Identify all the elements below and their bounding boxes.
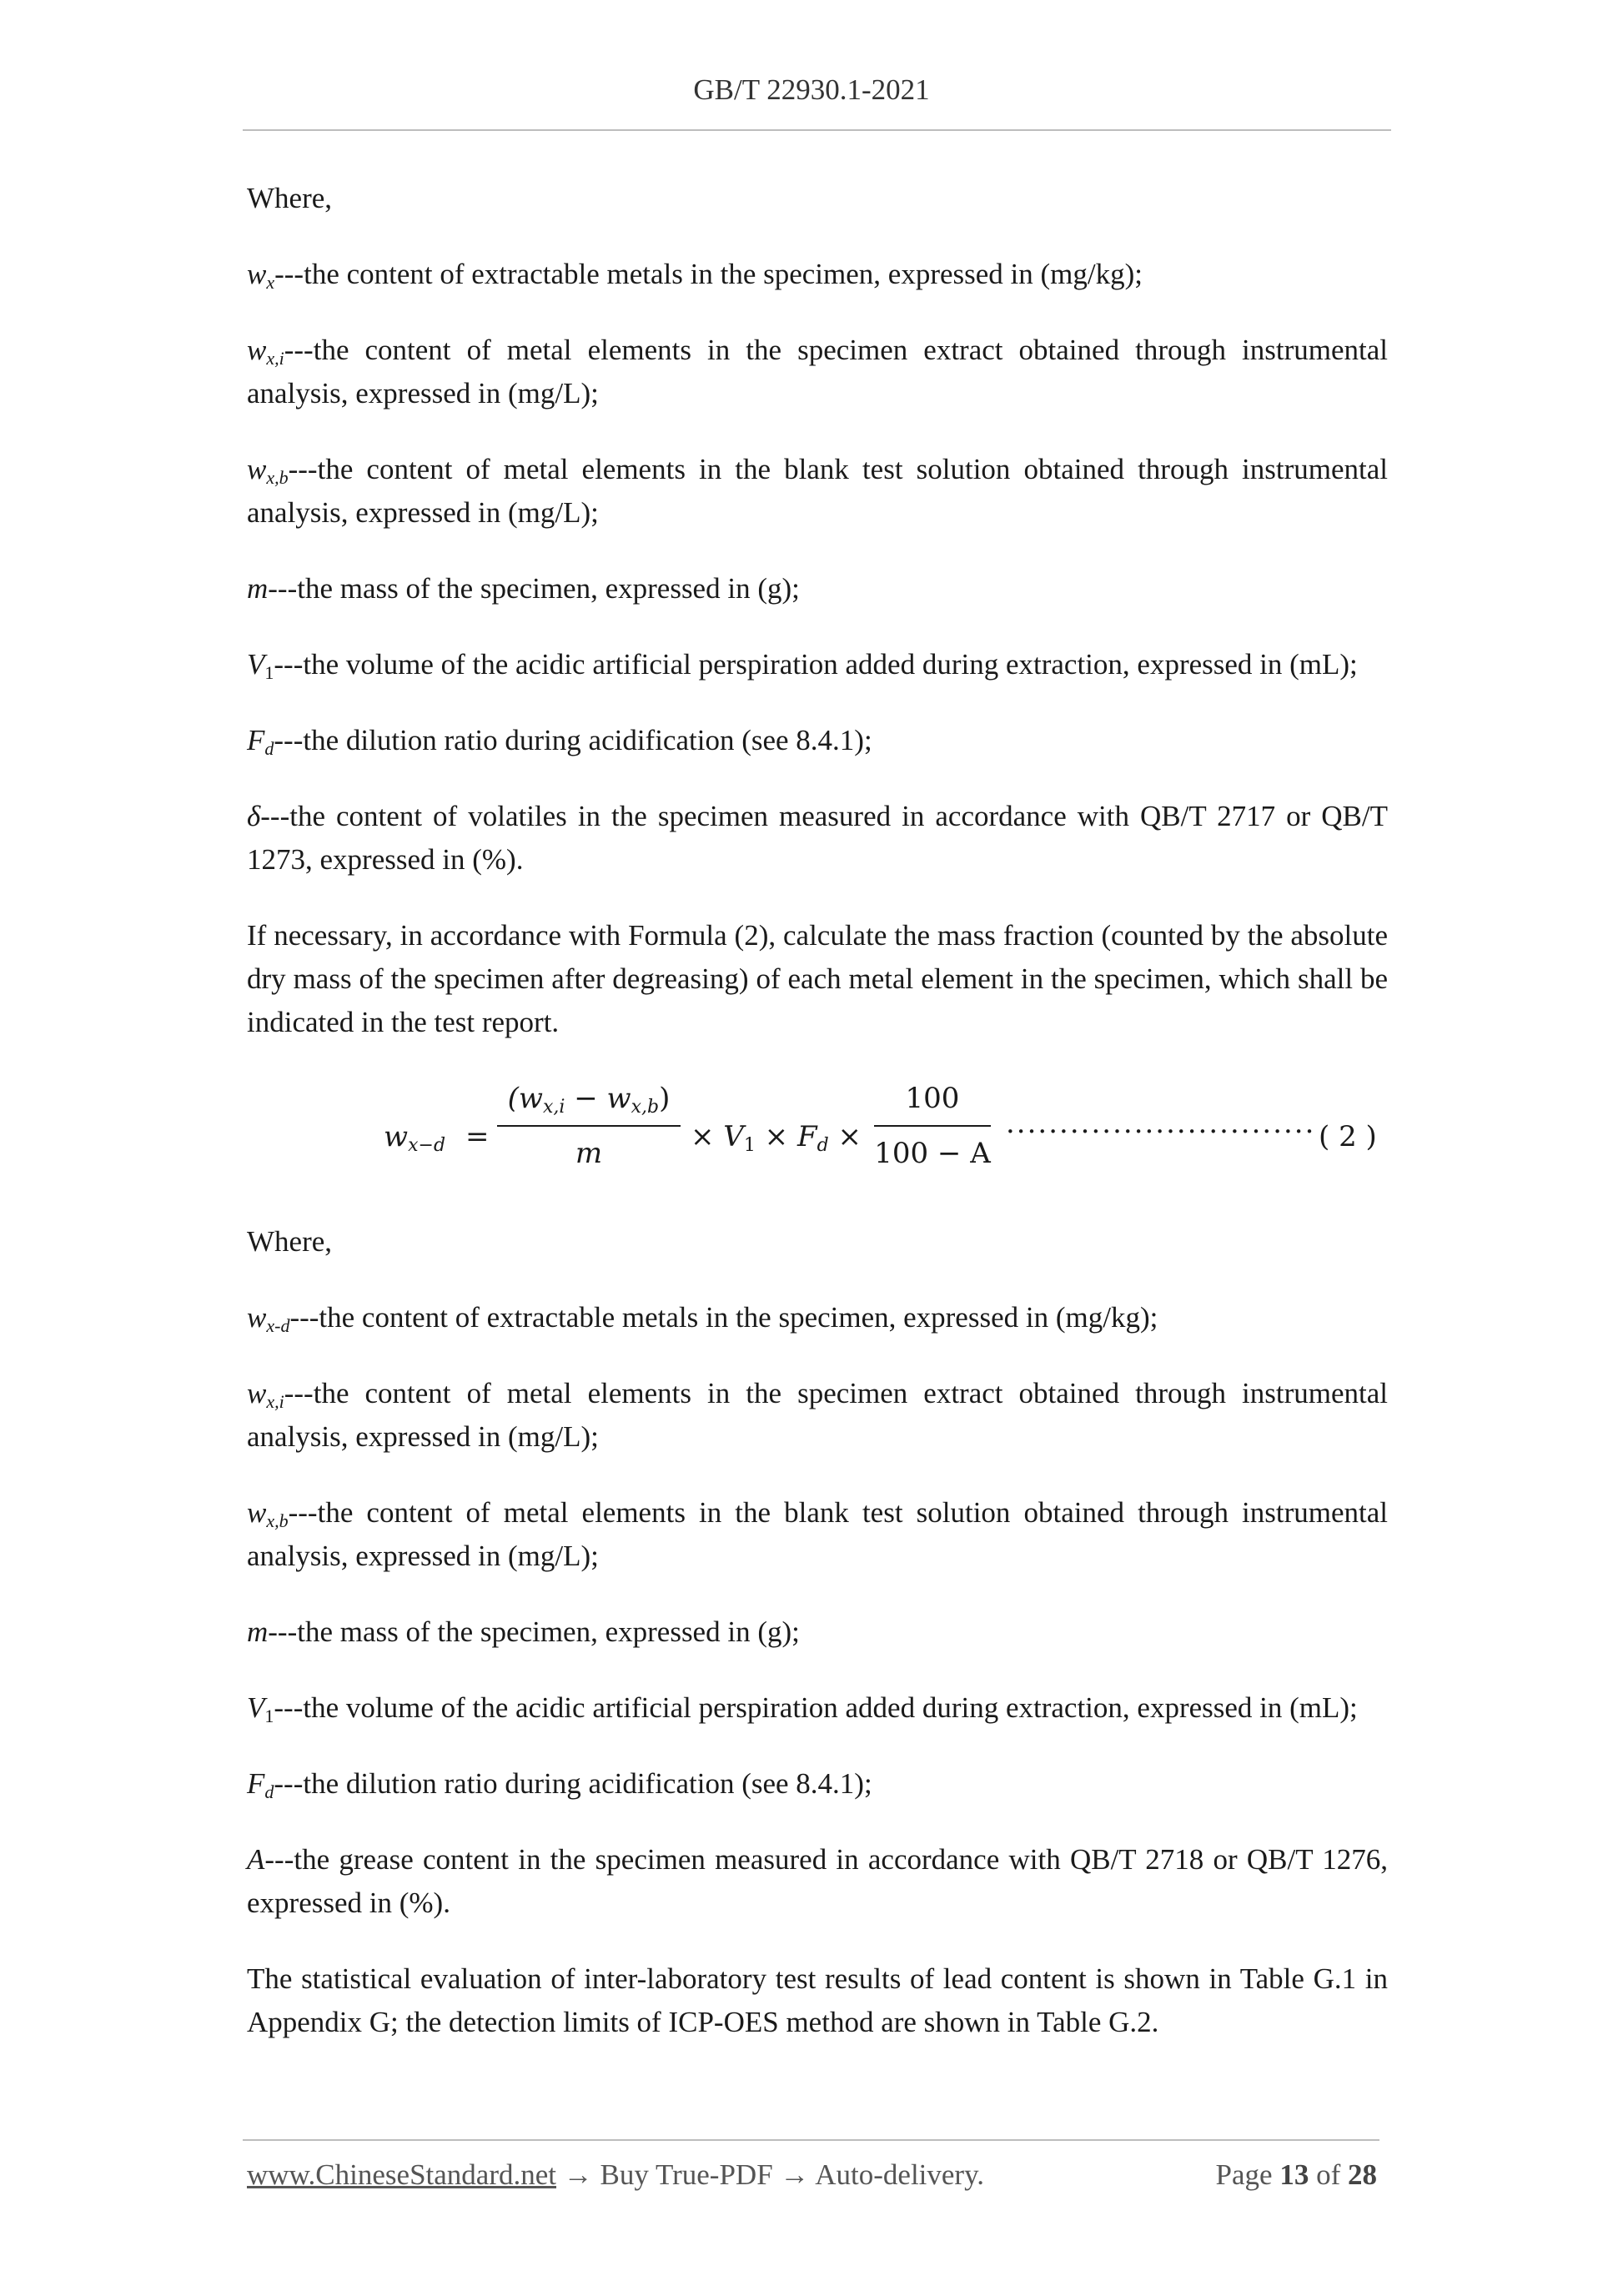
definition-delta — [247, 795, 1388, 882]
buy-pdf-link[interactable]: Buy True-PDF — [600, 2158, 773, 2191]
symbol: w — [247, 453, 267, 485]
symbol: w — [247, 334, 267, 366]
symbol: w — [247, 1377, 267, 1409]
definition-wxi — [247, 329, 1388, 415]
definition-v1 — [247, 1686, 1388, 1730]
header-rule — [243, 129, 1391, 131]
fraction-denominator: 100 − A — [874, 1137, 991, 1170]
fraction-extract — [497, 1077, 681, 1175]
symbol-subscript: 1 — [264, 662, 274, 683]
definition-text: ---the content of extractable metals in the specimen, expressed in (mg/kg); — [289, 1301, 1158, 1334]
definition-text: ---the mass of the specimen, expressed in (g); — [268, 572, 800, 605]
fraction-numerator: 100 — [905, 1082, 960, 1115]
symbol-subscript: x — [266, 272, 275, 293]
definition-a — [247, 1838, 1388, 1925]
symbol: V — [247, 648, 265, 681]
auto-delivery-text: Auto-delivery. — [815, 2158, 985, 2191]
definition-m — [247, 567, 1388, 610]
formula-leader-dots: ····························· — [1006, 1115, 1316, 1148]
definition-wxi — [247, 1372, 1388, 1459]
page-label: Page — [1215, 2158, 1273, 2191]
symbol: F — [247, 724, 265, 756]
formula-number: ( 2 ) — [1319, 1120, 1377, 1153]
definition-text: ---the volume of the acidic artificial perspiration added during extraction, expressed in (mL); — [274, 1691, 1358, 1724]
formula-equals: = — [465, 1120, 490, 1153]
definition-text: ---the content of volatiles in the specimen measured in accordance with QB/T 2717 or QB/T 1273, expressed in (%). — [247, 800, 1388, 876]
formula-lhs: $w_{x-d}$ — [384, 1120, 446, 1156]
symbol-subscript: d — [264, 738, 274, 759]
symbol: V — [247, 1691, 265, 1724]
page-total: 28 — [1348, 2158, 1377, 2191]
page-body — [247, 177, 1388, 2077]
definition-text: ---the mass of the specimen, expressed in (g); — [268, 1615, 800, 1648]
fraction-grease — [874, 1077, 991, 1175]
page-header: GB/T 22930.1-2021 — [693, 73, 930, 106]
arrow-right-icon: → — [780, 2158, 810, 2191]
definition-v1 — [247, 643, 1388, 686]
symbol: m — [247, 572, 269, 605]
definition-text: ---the content of metal elements in the specimen extract obtained through instrumental analysis, expressed in (mg/L); — [247, 1377, 1388, 1453]
symbol: w — [247, 1301, 267, 1334]
arrow-right-icon: → — [563, 2158, 593, 2191]
definition-text: ---the content of metal elements in the blank test solution obtained through instrumental analysis, expressed in (mg/L); — [247, 1496, 1388, 1572]
definition-wxd — [247, 1296, 1388, 1339]
definition-text: ---the dilution ratio during acidification (see 8.4.1); — [274, 724, 872, 756]
symbol: m — [247, 1615, 269, 1648]
symbol-subscript: 1 — [264, 1706, 274, 1726]
definition-wx — [247, 253, 1388, 296]
symbol: δ — [247, 800, 261, 832]
definition-m — [247, 1610, 1388, 1654]
formula-2 — [247, 1077, 1388, 1202]
symbol-subscript: x,b — [266, 1510, 289, 1531]
page-indicator — [1216, 2158, 1377, 2192]
definition-fd — [247, 1762, 1388, 1806]
symbol-subscript: x,i — [266, 1391, 284, 1412]
definition-text: ---the dilution ratio during acidification (see 8.4.1); — [274, 1767, 872, 1800]
symbol: F — [247, 1767, 265, 1800]
symbol-subscript: x-d — [266, 1315, 290, 1336]
page-number: 13 — [1279, 2158, 1309, 2191]
fraction-numerator: $(w_{x,i} - w_{x,b})$ — [507, 1082, 671, 1118]
definition-wxb — [247, 1491, 1388, 1578]
where-label: Where, — [247, 182, 333, 214]
definition-text: ---the volume of the acidic artificial perspiration added during extraction, expressed in (mL); — [274, 648, 1358, 681]
closing-paragraph: The statistical evaluation of inter-laboratory test results of lead content is shown in Table G.1 in Appendix G; the detection limits of ICP-OES method are shown in Table G.2. — [247, 1962, 1388, 2038]
definition-text: ---the content of metal elements in the blank test solution obtained through instrumental analysis, expressed in (mg/L); — [247, 453, 1388, 529]
formula-factors: × $V_1 \times F_d$ × — [691, 1120, 862, 1156]
symbol-subscript: x,b — [266, 467, 289, 488]
definition-fd — [247, 719, 1388, 762]
fraction-denominator: m — [575, 1137, 603, 1170]
footer-rule — [243, 2139, 1379, 2141]
definition-text: ---the grease content in the specimen measured in accordance with QB/T 2718 or QB/T 1276, expressed in (%). — [247, 1843, 1388, 1919]
formula-intro: If necessary, in accordance with Formula (2), calculate the mass fraction (counted by the absolute dry mass of the specimen after degreasing) of each metal element in the specimen, which shall be indicated in the test report. — [247, 919, 1388, 1038]
definition-text: ---the content of metal elements in the specimen extract obtained through instrumental analysis, expressed in (mg/L); — [247, 334, 1388, 409]
symbol: w — [247, 1496, 267, 1529]
of-label: of — [1316, 2158, 1341, 2191]
symbol-subscript: x,i — [266, 348, 284, 369]
definition-wxb — [247, 448, 1388, 535]
symbol-subscript: d — [264, 1781, 274, 1802]
symbol: A — [247, 1843, 265, 1876]
definition-text: ---the content of extractable metals in the specimen, expressed in (mg/kg); — [274, 258, 1143, 290]
where-label: Where, — [247, 1225, 333, 1258]
page-footer — [247, 2158, 1377, 2192]
symbol: w — [247, 258, 267, 290]
site-link[interactable]: www.ChineseStandard.net — [247, 2158, 556, 2191]
